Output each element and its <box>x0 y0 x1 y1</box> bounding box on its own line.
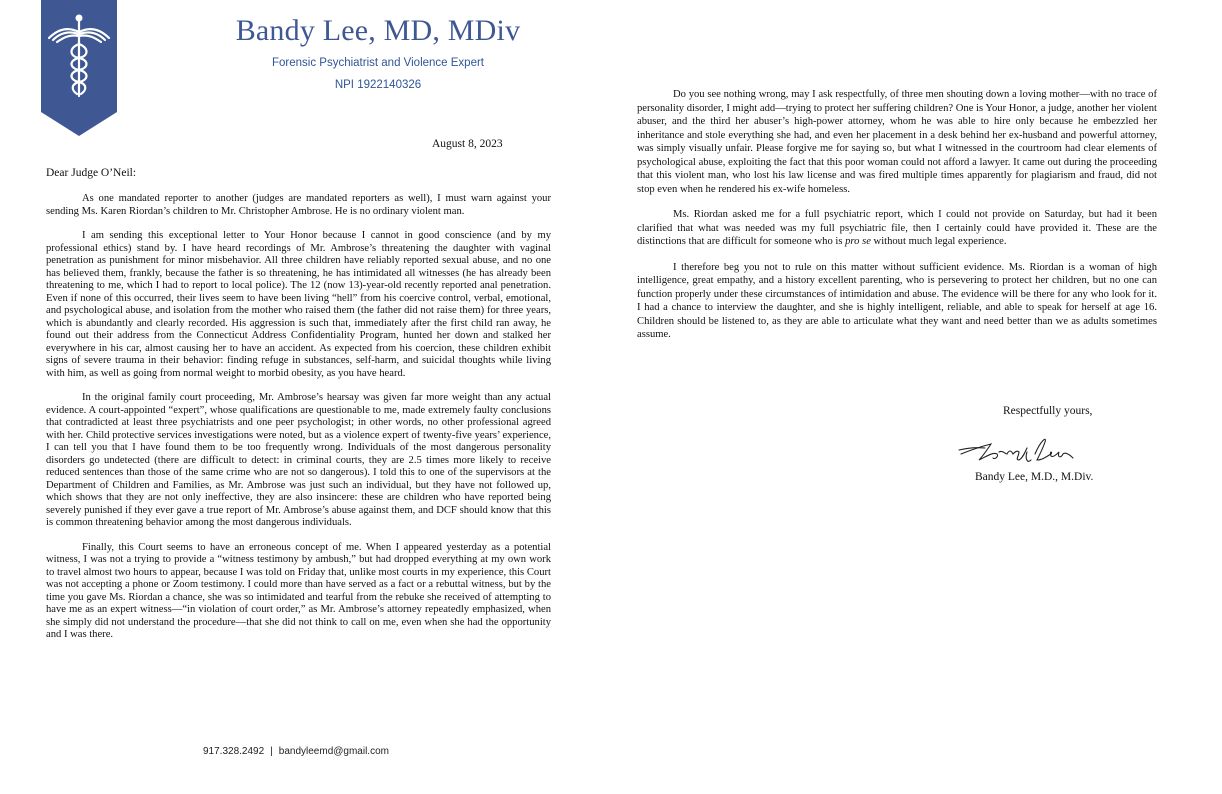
paragraph-text: without much legal experience. <box>870 236 1007 247</box>
signer-name: Bandy Lee, M.D., M.Div. <box>975 471 1094 483</box>
footer-phone: 917.328.2492 <box>203 746 265 757</box>
footer-email: bandyleemd@gmail.com <box>278 746 389 757</box>
body-paragraph: As one mandated reporter to another (judges are mandated reporters as well), I must warn against your sending Ms. Karen Riordan’s children to Mr. Christopher Ambrose. He is no ordinary violent man. <box>46 193 551 217</box>
body-paragraph: I therefore beg you not to rule on this matter without sufficient evidence. Ms. Riordan is a woman of high intelligence, great empathy, and a history excellent parenting, who is persevering to protect her children, but no one can function properly under these circumstances of intimidation and abuse. The evidence will be there for any who look for it. I had a chance to interview the daughter, and she is highly intelligent, reliable, and able to speak for herself at age 16. Children should be listened to, as they are able to articulate what they want and need better than we as adults sometimes assume. <box>637 261 1157 340</box>
salutation: Dear Judge O’Neil: <box>46 167 137 179</box>
italic-term: pro se <box>845 236 871 247</box>
letter-body-page-1 <box>46 193 551 654</box>
letter-date: August 8, 2023 <box>432 138 503 150</box>
body-paragraph: Finally, this Court seems to have an erroneous concept of me. When I appeared yesterday as a potential witness, I was not a trying to provide a “witness testimony by ambush,” but had dropped everything at my own work to travel almost two hours to appear, because I was told on Friday that, unlike most courts in my experience, this Court was not accepting a phone or Zoom testimony. I could more than have served as a fact or a rebuttal witness, but by the time you gave Ms. Riordan a chance, she was so intimidated and tearful from the rebuke she received of attempting to have me as an expert witness—“in violation of court order,” as Mr. Ambrose’s attorney repeatedly emphasized, when she simply did not understand the procedure—that she did not think to call on me, even when she had the opportunity and I was there. <box>46 541 551 640</box>
signature-image <box>957 430 1077 468</box>
closing: Respectfully yours, <box>1003 405 1093 417</box>
caduceus-icon <box>41 0 117 136</box>
body-paragraph: In the original family court proceeding, Mr. Ambrose’s hearsay was given far more weight than any actual evidence. A court-appointed “expert”, whose qualifications are questionable to me, made extremely faulty conclusions that contradicted at least three psychiatrists and one peer psychologist; in other words, no other professional agreed with her. Child protective services investigations were noted, but as a violence expert of twenty-five years’ experience, I can tell you that I have found them to be too frequently wrong. Individuals of the most dangerous personality disorders go undetected (there are difficult to detect: in criminal courts, they are 2.5 times more likely to receive reduced sentences than those of the same crime who are not so dangerous). I told this to one of the supervisors at the Department of Children and Families, as Mr. Ambrose was just such an individual, but they have not followed up, which shows that they are not only ineffective, they are also insincere: these are children who have reported being severely punished if they ever gave a true report of Mr. Ambrose’s abuse against them, and DCF should know that this is common threatening behavior among the most dangerous individuals. <box>46 392 551 528</box>
letter-page-1 <box>0 0 605 794</box>
letterhead-title: Forensic Psychiatrist and Violence Expert <box>272 57 484 69</box>
body-paragraph: Do you see nothing wrong, may I ask respectfully, of three men shouting down a loving mother—with no trace of personality disorder, I might add—trying to protect her suffering children? One is Your Honor, a judge, another her violent abuser, and the third her abuser’s high-power attorney, whom he was able to hire only because he embezzled her inheritance and stole everything she had, and even her placement in a desk behind her ex-husband and powerful attorney, was simply visually unfair. Please forgive me for saying so, but what I witnessed in the courtroom had clear elements of psychological abuse, exploiting the fact that this poor woman could not afford a lawyer. It came out during the proceeding that this violent man, who lost his law license and was fired multiple times apparently for plagiarism and fraud, did not stop even when he rendered his ex-wife homeless. <box>637 89 1157 195</box>
letter-body-page-2 <box>637 88 1157 354</box>
contact-footer <box>203 746 389 757</box>
letter-page-2 <box>612 0 1222 794</box>
body-paragraph <box>637 208 1157 249</box>
letterhead-npi: NPI 1922140326 <box>334 79 422 91</box>
body-paragraph: I am sending this exceptional letter to Your Honor because I cannot in good conscience (and by my professional ethics) stand by. I have heard recordings of Mr. Ambrose’s threatening the daughter with vaginal penetration as punishment for minor misbehavior. All three children have reliably reported sexual abuse, and no one has believed them, frankly, because the father is so threatening, he has intimidated all witnesses (he has already been threatening to me, which I had to report to local police). The 12 (now 13)-year-old recently reported anal penetration. Even if none of this occurred, their lives seem to have been living “hell” from his coercive control, verbal, emotional, and psychological abuse, and isolation from the mother who raised them (the father did not raise them) for three years, which is abundantly and clearly recorded. His aggression is such that, immediately after the first child ran away, he found out their address from the Connecticut Address Confidentiality Program, hunted her down and stalked her everywhere in his car, almost causing her to have an accident. As expected from his coercion, these children exhibit signs of severe trauma in their behavior: finding refuge in substances, self-harm, and suicidal thoughts while living with him, as well as going from normal weight to morbid obesity, as you have heard. <box>46 230 551 379</box>
paragraph-text: Ms. Riordan asked me for a full psychiatric report, which I could not provide on Saturday, but had it been clarified that what was needed was my full psychiatric file, then I certainly could have provided it. These are the distinctions that are difficult for someone who is <box>637 209 1157 247</box>
footer-separator: | <box>270 746 273 757</box>
letterhead-name: Bandy Lee, MD, MDiv <box>235 14 521 47</box>
